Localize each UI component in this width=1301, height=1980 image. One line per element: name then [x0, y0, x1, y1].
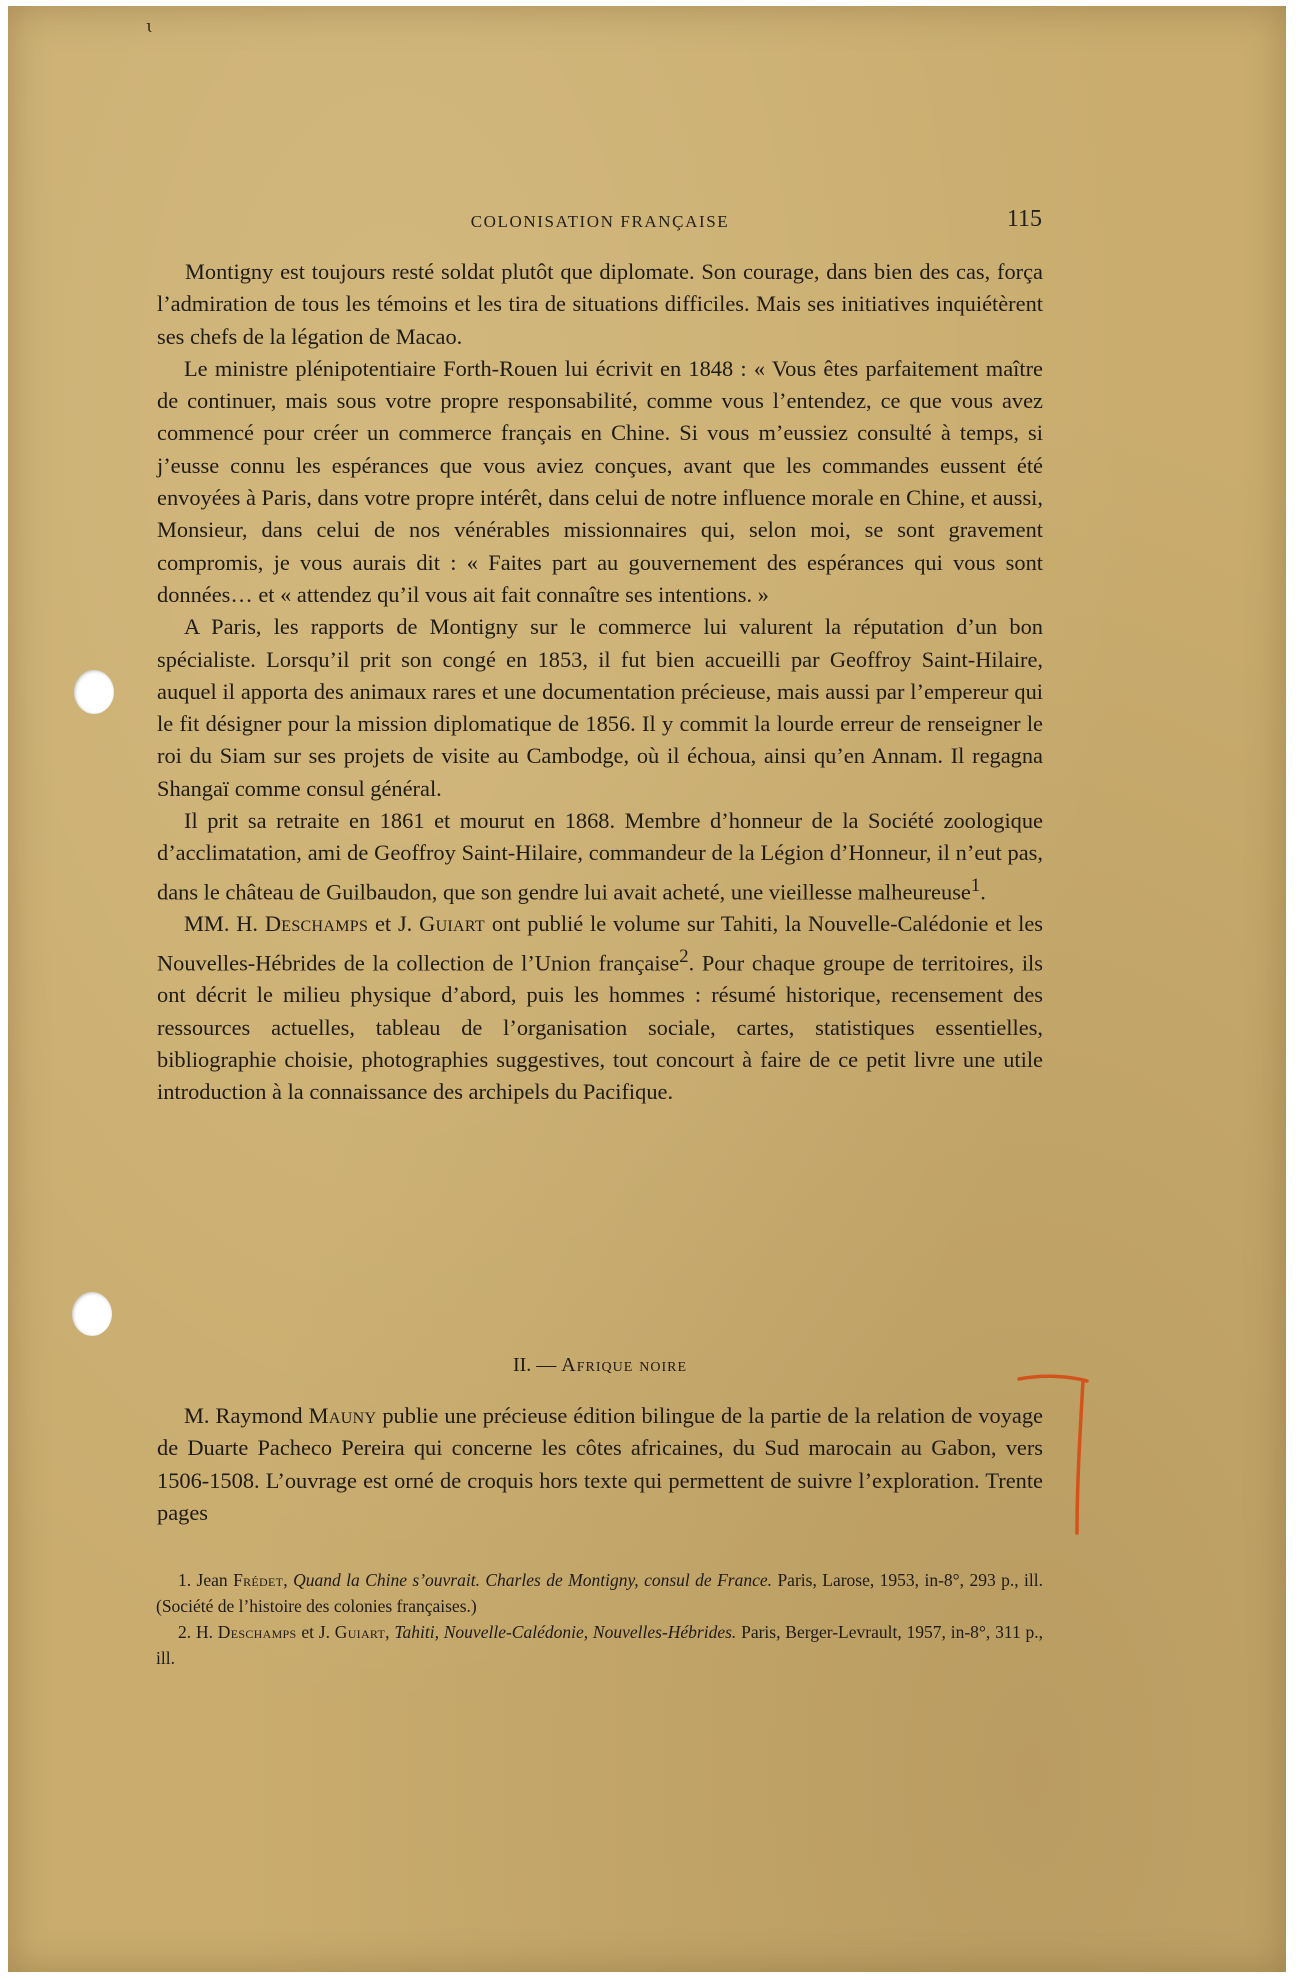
punch-hole-upper	[74, 670, 114, 714]
text: et J.	[296, 1622, 335, 1642]
main-text	[157, 256, 1043, 1109]
paragraph	[157, 805, 1043, 908]
author-name: Mauny	[308, 1403, 377, 1428]
text: et J.	[368, 911, 420, 937]
book-title: Quand la Chine s’ouvrait. Charles de Montigny, consul de France.	[293, 1570, 773, 1590]
author-name: Guiart	[419, 911, 485, 937]
section-text	[157, 1400, 1043, 1529]
paragraph: Montigny est toujours resté soldat plutôt que diplomate. Son courage, dans bien des cas, força l’admiration de tous les témoins et les tira de situations difficiles. Mais ses initiatives inquiétèrent ses chefs de la légation de Macao.	[157, 259, 1043, 349]
text: ont publié le volume sur Tahiti, la Nouvelle-Calédonie et les Nouvelles-Hébrides de la collection de l’Union française	[157, 911, 1043, 976]
footnote-ref: 1	[970, 874, 981, 896]
paragraph: A Paris, les rapports de Montigny sur le commerce lui valurent la réputation d’un bon spécialiste. Lorsqu’il prit son congé en 1853, il fut bien accueilli par Geoffroy Saint-Hilaire, auquel il apporta des animaux rares et une documentation précieuse, mais aussi par l’empereur qui le fit désigner pour la mission diplomatique de 1856. Il y commit la lourde erreur de renseigner le roi du Siam sur ses projets de visite au Cambodge, où il échoua, ainsi qu’en Annam. Il regagna Shangaï comme consul général.	[157, 614, 1043, 801]
punch-hole-lower	[72, 1292, 112, 1336]
footnotes	[156, 1567, 1043, 1671]
page-header	[158, 206, 1042, 238]
text: . Pour chaque groupe de territoires, ils ont décrit le milieu physique d’abord, puis les hommes : résumé historique, recensement des ressources actuelles, tableau de l’organisation sociale, cartes, statistiques essentielles, bibliographie choisie, photographies suggestives, tout concourt à faire de ce petit livre une utile introduction à la connaissance des archipels du Pacifique.	[157, 950, 1043, 1105]
section-title: Afrique noire	[561, 1354, 688, 1376]
text: Paris, Larose, 1953, in-8°, 293 p., ill. (Société de l’histoire des colonies françaises.)	[156, 1570, 1043, 1616]
footnote-ref: 2	[679, 945, 689, 967]
running-title: COLONISATION FRANÇAISE	[470, 212, 730, 231]
paragraph-text: Il prit sa retraite en 1861 et mourut en 1868. Membre d’honneur de la Société zoologique d’acclimatation, ami de Geoffroy Saint-Hilaire, commandeur de la Légion d’Honneur, il n’eut pas, dans le château de Guilbaudon, que son gendre lui avait acheté, une vieillesse malheureuse	[157, 808, 1043, 905]
author-name: Deschamps	[217, 1622, 297, 1642]
text: ,	[283, 1570, 294, 1590]
footnote-1	[156, 1567, 1043, 1619]
footnote-number: 1.	[178, 1570, 197, 1590]
text: Jean	[196, 1570, 234, 1590]
author-name: Frédet	[233, 1570, 284, 1590]
text: Paris, Berger-Levrault, 1957, in-8°, 311 p., ill.	[156, 1622, 1044, 1668]
section-heading	[158, 1354, 1042, 1377]
paragraph: Le ministre plénipotentiaire Forth-Rouen lui écrivit en 1848 : « Vous êtes parfaitement maître de continuer, mais sous votre propre responsabilité, comme vous l’entendez, ce que vous avez commencé pour créer un commerce français en Chine. Si vous m’eussiez consulté à temps, si j’eusse connu les espérances que vous aviez conçues, avant que les commandes eussent été envoyées à Paris, dans votre propre intérêt, dans celui de notre influence morale en Chine, et aussi, Monsieur, dans celui de nos vénérables missionnaires qui, selon moi, se sont gravement compromis, je vous aurais dit : « Faites part au gouvernement des espérances qui vous sont données… et « attendez qu’il vous ait fait connaître ses intentions. »	[157, 355, 1043, 607]
text: publie une précieuse édition bilingue de la partie de la relation de voyage de Duarte Pacheco Pereira qui concerne les côtes africaines, du Sud marocain au Gabon, vers 1506-1508. L’ouvrage est orné de croquis hors texte qui permettent de suivre l’exploration. Trente pages	[157, 1403, 1043, 1525]
page-number: 115	[1006, 206, 1042, 232]
pencil-mark: ɩ	[146, 16, 154, 37]
book-title: Tahiti, Nouvelle-Calédonie, Nouvelles-Hébrides.	[394, 1622, 737, 1642]
paragraph	[157, 1400, 1043, 1529]
paragraph	[157, 908, 1043, 1108]
author-name: Guiart	[334, 1622, 386, 1642]
footnote-number: 2.	[178, 1622, 196, 1642]
author-name: Deschamps	[264, 911, 369, 937]
text: H.	[195, 1622, 218, 1642]
text: MM. H.	[184, 911, 265, 937]
section-number: II. —	[512, 1354, 562, 1376]
paragraph-end: .	[980, 879, 986, 905]
text: M. Raymond	[184, 1403, 309, 1428]
text: ,	[385, 1622, 395, 1642]
footnote-2	[156, 1619, 1043, 1671]
